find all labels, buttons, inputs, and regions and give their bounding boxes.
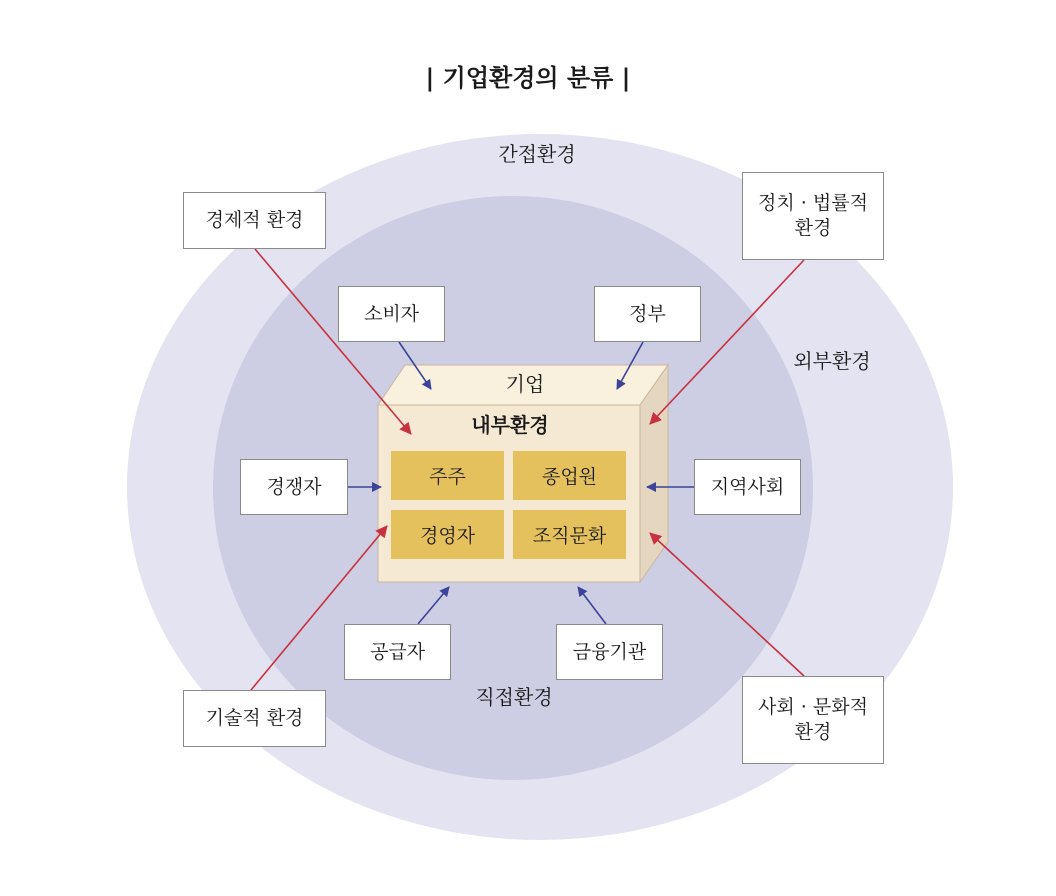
cell-managers: 경영자 — [391, 510, 504, 559]
social-cultural-line-1: 사회 · 문화적 — [758, 696, 868, 719]
supplier-box: 공급자 — [344, 624, 451, 680]
enterprise-label: 기업 — [505, 372, 545, 396]
indirect-environment-label: 간접환경 — [498, 142, 576, 166]
internal-environment-label: 내부환경 — [471, 413, 549, 437]
diagram-title: | 기업환경의 분류 | — [425, 64, 631, 92]
political-legal-line-1: 정치 · 법률적 — [758, 192, 868, 215]
financial-institution-box: 금융기관 — [556, 624, 663, 680]
direct-environment-label: 직접환경 — [475, 685, 553, 709]
cell-organizational-culture: 조직문화 — [513, 510, 626, 559]
community-box: 지역사회 — [694, 459, 801, 515]
consumer-box: 소비자 — [338, 286, 445, 342]
social-cultural-environment-box — [742, 676, 884, 764]
external-environment-label: 외부환경 — [793, 349, 871, 373]
political-legal-environment-box — [742, 172, 884, 260]
cell-employees: 종업원 — [513, 451, 626, 500]
political-legal-line-2: 환경 — [794, 217, 832, 239]
government-box: 정부 — [594, 286, 701, 342]
economic-environment-box: 경제적 환경 — [183, 192, 326, 249]
technological-environment-box: 기술적 환경 — [183, 690, 326, 747]
competitor-box: 경쟁자 — [240, 459, 348, 515]
cell-shareholders: 주주 — [391, 451, 504, 500]
social-cultural-line-2: 환경 — [794, 721, 832, 743]
